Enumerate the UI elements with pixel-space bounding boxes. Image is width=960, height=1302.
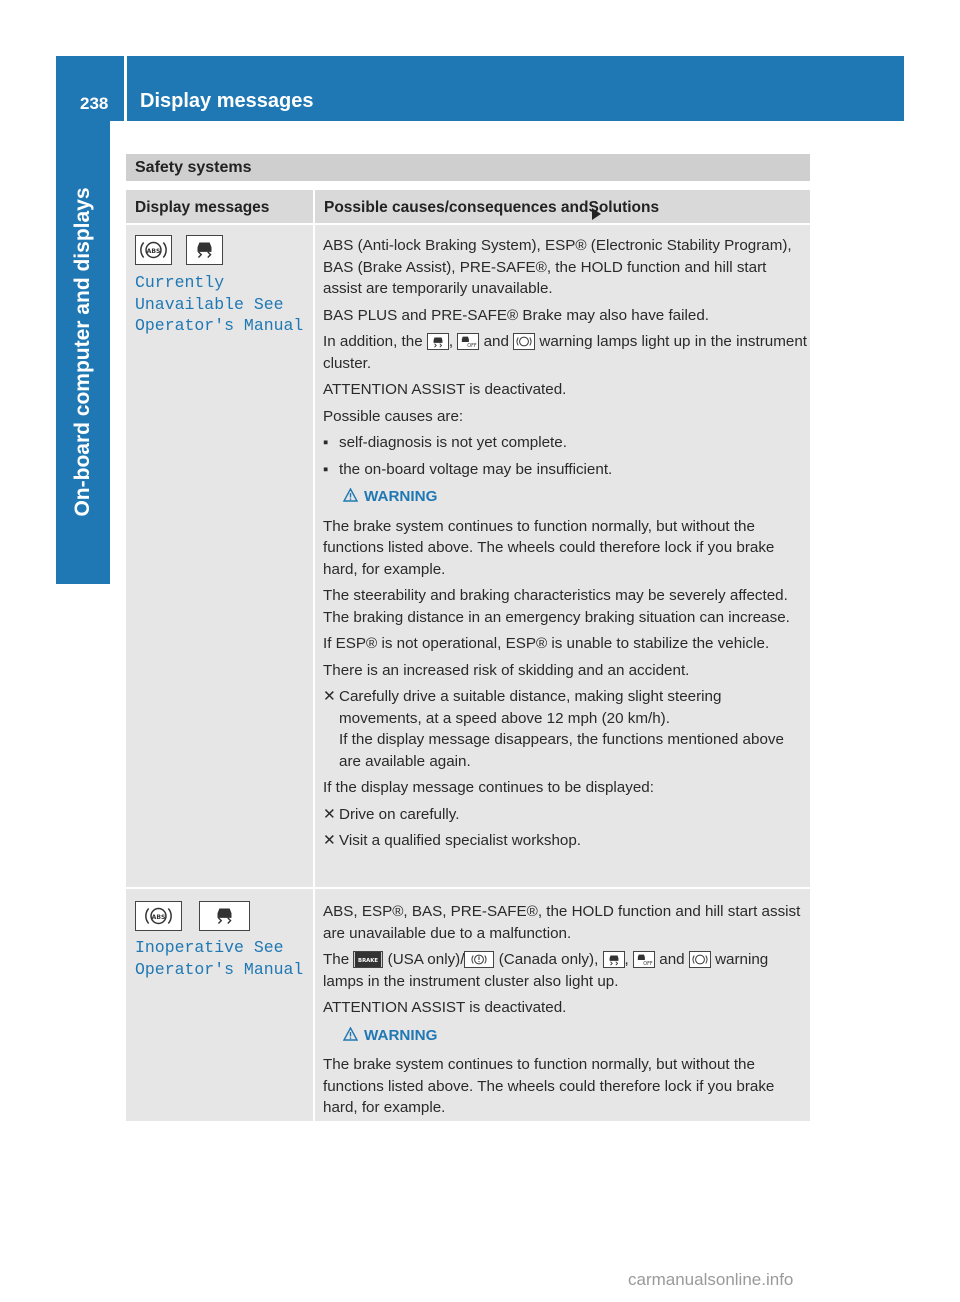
row1-step-3 [323,830,808,852]
row1-p3-text-d: warning lamps light up in the instrument cluster. [323,333,807,372]
row1-bullet-2 [323,459,808,481]
column-header-causes-text: Possible causes/consequences and [324,199,589,216]
header-divider [124,56,127,121]
svg-text:BRAKE: BRAKE [358,958,379,965]
row1-step-1 [323,686,808,772]
column-header-causes [315,190,810,223]
row1-paragraph-5: Possible causes are: [323,407,464,425]
row1-p3-text-c: and [483,333,509,350]
row1-warning-label: WARNING [364,488,438,505]
abs-warning-icon [513,333,535,350]
row1-step-2-text: Drive on carefully. [339,805,460,823]
svg-text:OFF: OFF [467,343,478,350]
warning-triangle-icon [343,1025,358,1047]
page-number: 238 [80,94,109,113]
row1-message-line-1: Currently [135,273,225,292]
step-arrow-icon: ✕ [323,832,336,849]
row1-warning-text-1: The brake system continues to function normally, but without the functions listed above. The wheels could therefore lock if you brake hard, for example. [323,517,775,578]
step-arrow-icon: ✕ [323,688,336,705]
row1-p3-text-b: , [448,333,454,350]
row2-paragraph-2 [323,949,808,992]
step-arrow-icon: ✕ [323,805,336,823]
column-header-causes-label [324,199,659,217]
row1-bullet-2-text: the on-board voltage may be insufficient. [339,460,613,478]
row1-p3-text-a: In addition, the [323,333,423,350]
row1-text [323,235,808,857]
row2-warning-text-1: The brake system continues to function normally, but without the functions listed above. The wheels could therefore lock if you brake hard, for example. [323,1056,775,1116]
row1-warning-text-4: There is an increased risk of skidding and an accident. [323,661,690,679]
row1-step-2 [323,804,808,826]
row2-paragraph-3: ATTENTION ASSIST is deactivated. [323,999,567,1016]
page-title: Display messages [140,90,314,112]
row2-p2-text-b: (USA only)/ [387,951,465,968]
row2-warning-label: WARNING [364,1026,438,1044]
row1-bullet-1 [323,432,808,454]
row2-message-line-1: Inoperative See [135,938,284,957]
row2-solutions-cell [315,889,810,1121]
column-header-display [126,190,313,223]
row1-paragraph-1: ABS (Anti-lock Braking System), ESP® (Electronic Stability Program), BAS (Brake Assist), PRE-SAFE®, the HOLD function and hill start assist are temporarily unavailable. [323,237,792,297]
row2-warning-heading [343,1025,808,1047]
row2-p2-text-c: (Canada only), [498,951,599,968]
row1-paragraph-4: ATTENTION ASSIST is deactivated. [323,381,567,398]
svg-text:ABS: ABS [146,247,161,255]
svg-text:ABS: ABS [151,913,166,921]
row1-paragraph-3 [323,331,808,374]
side-tab-label: On-board computer and displays [71,187,94,517]
row2-display-message [135,937,303,980]
column-header-solutions-text: Solutions [588,199,660,216]
svg-text:OFF: OFF [643,961,653,968]
row1-message-line-3: Operator's Manual [135,316,304,335]
esp-skid-icon [199,901,250,931]
arrow-right-icon [592,208,601,220]
row1-step-1-text: Carefully drive a suitable distance, making slight steering movements, at a speed above 12 mph (20 km/h). [339,688,722,727]
abs-warning-icon [135,235,172,265]
esp-skid-icon [427,333,449,350]
section-title-text: Safety systems [135,159,252,176]
row2-text [323,901,808,1124]
row1-step-3-text: Visit a qualified specialist workshop. [339,832,581,849]
row2-icons [135,901,250,931]
brake-circle-icon [464,951,494,968]
row2-display-cell [126,889,313,1121]
section-title [126,154,810,181]
row1-warning-text-2: The steerability and braking characteristics may be severely affected. The braking distance in an emergency braking situation can increase. [323,587,790,626]
esp-skid-icon [603,951,625,968]
row2-p2-text-a: The [323,951,350,968]
esp-off-icon [633,951,655,968]
row1-icons [135,235,223,265]
row1-paragraph-2: BAS PLUS and PRE-SAFE® Brake may also have failed. [323,306,709,324]
row1-display-cell [126,225,313,887]
row2-message-line-2: Operator's Manual [135,959,304,979]
row2-p2-text-e: and [659,951,685,968]
row1-solutions-cell [315,225,810,887]
bullet-icon: ▪ [323,460,329,478]
row1-bullet-1-text: self-diagnosis is not yet complete. [339,434,567,451]
abs-warning-icon [689,951,711,968]
column-header-display-label: Display messages [135,199,270,216]
bullet-icon: ▪ [323,434,329,451]
warning-triangle-icon [343,486,358,508]
watermark: carmanualsonline.info [628,1270,794,1289]
esp-skid-icon [186,235,223,265]
row2-paragraph-1: ABS, ESP®, BAS, PRE-SAFE®, the HOLD function and hill start assist are unavailable due to a malfunction. [323,903,801,942]
row1-message-line-2: Unavailable See [135,294,284,314]
row2-p2-text-d: , [624,951,629,968]
abs-warning-icon [135,901,182,931]
esp-off-icon [457,333,479,350]
row1-step-1-result: If the display message disappears, the functions mentioned above are available again. [339,731,784,770]
brake-warning-icon [353,951,383,968]
row1-paragraph-6: If the display message continues to be displayed: [323,779,654,796]
row1-display-message [135,272,303,337]
row2-p2-text-f: warning lamps in the instrument cluster also light up. [323,951,769,990]
row1-warning-text-3: If ESP® is not operational, ESP® is unable to stabilize the vehicle. [323,635,770,652]
row1-warning-heading [343,486,808,508]
